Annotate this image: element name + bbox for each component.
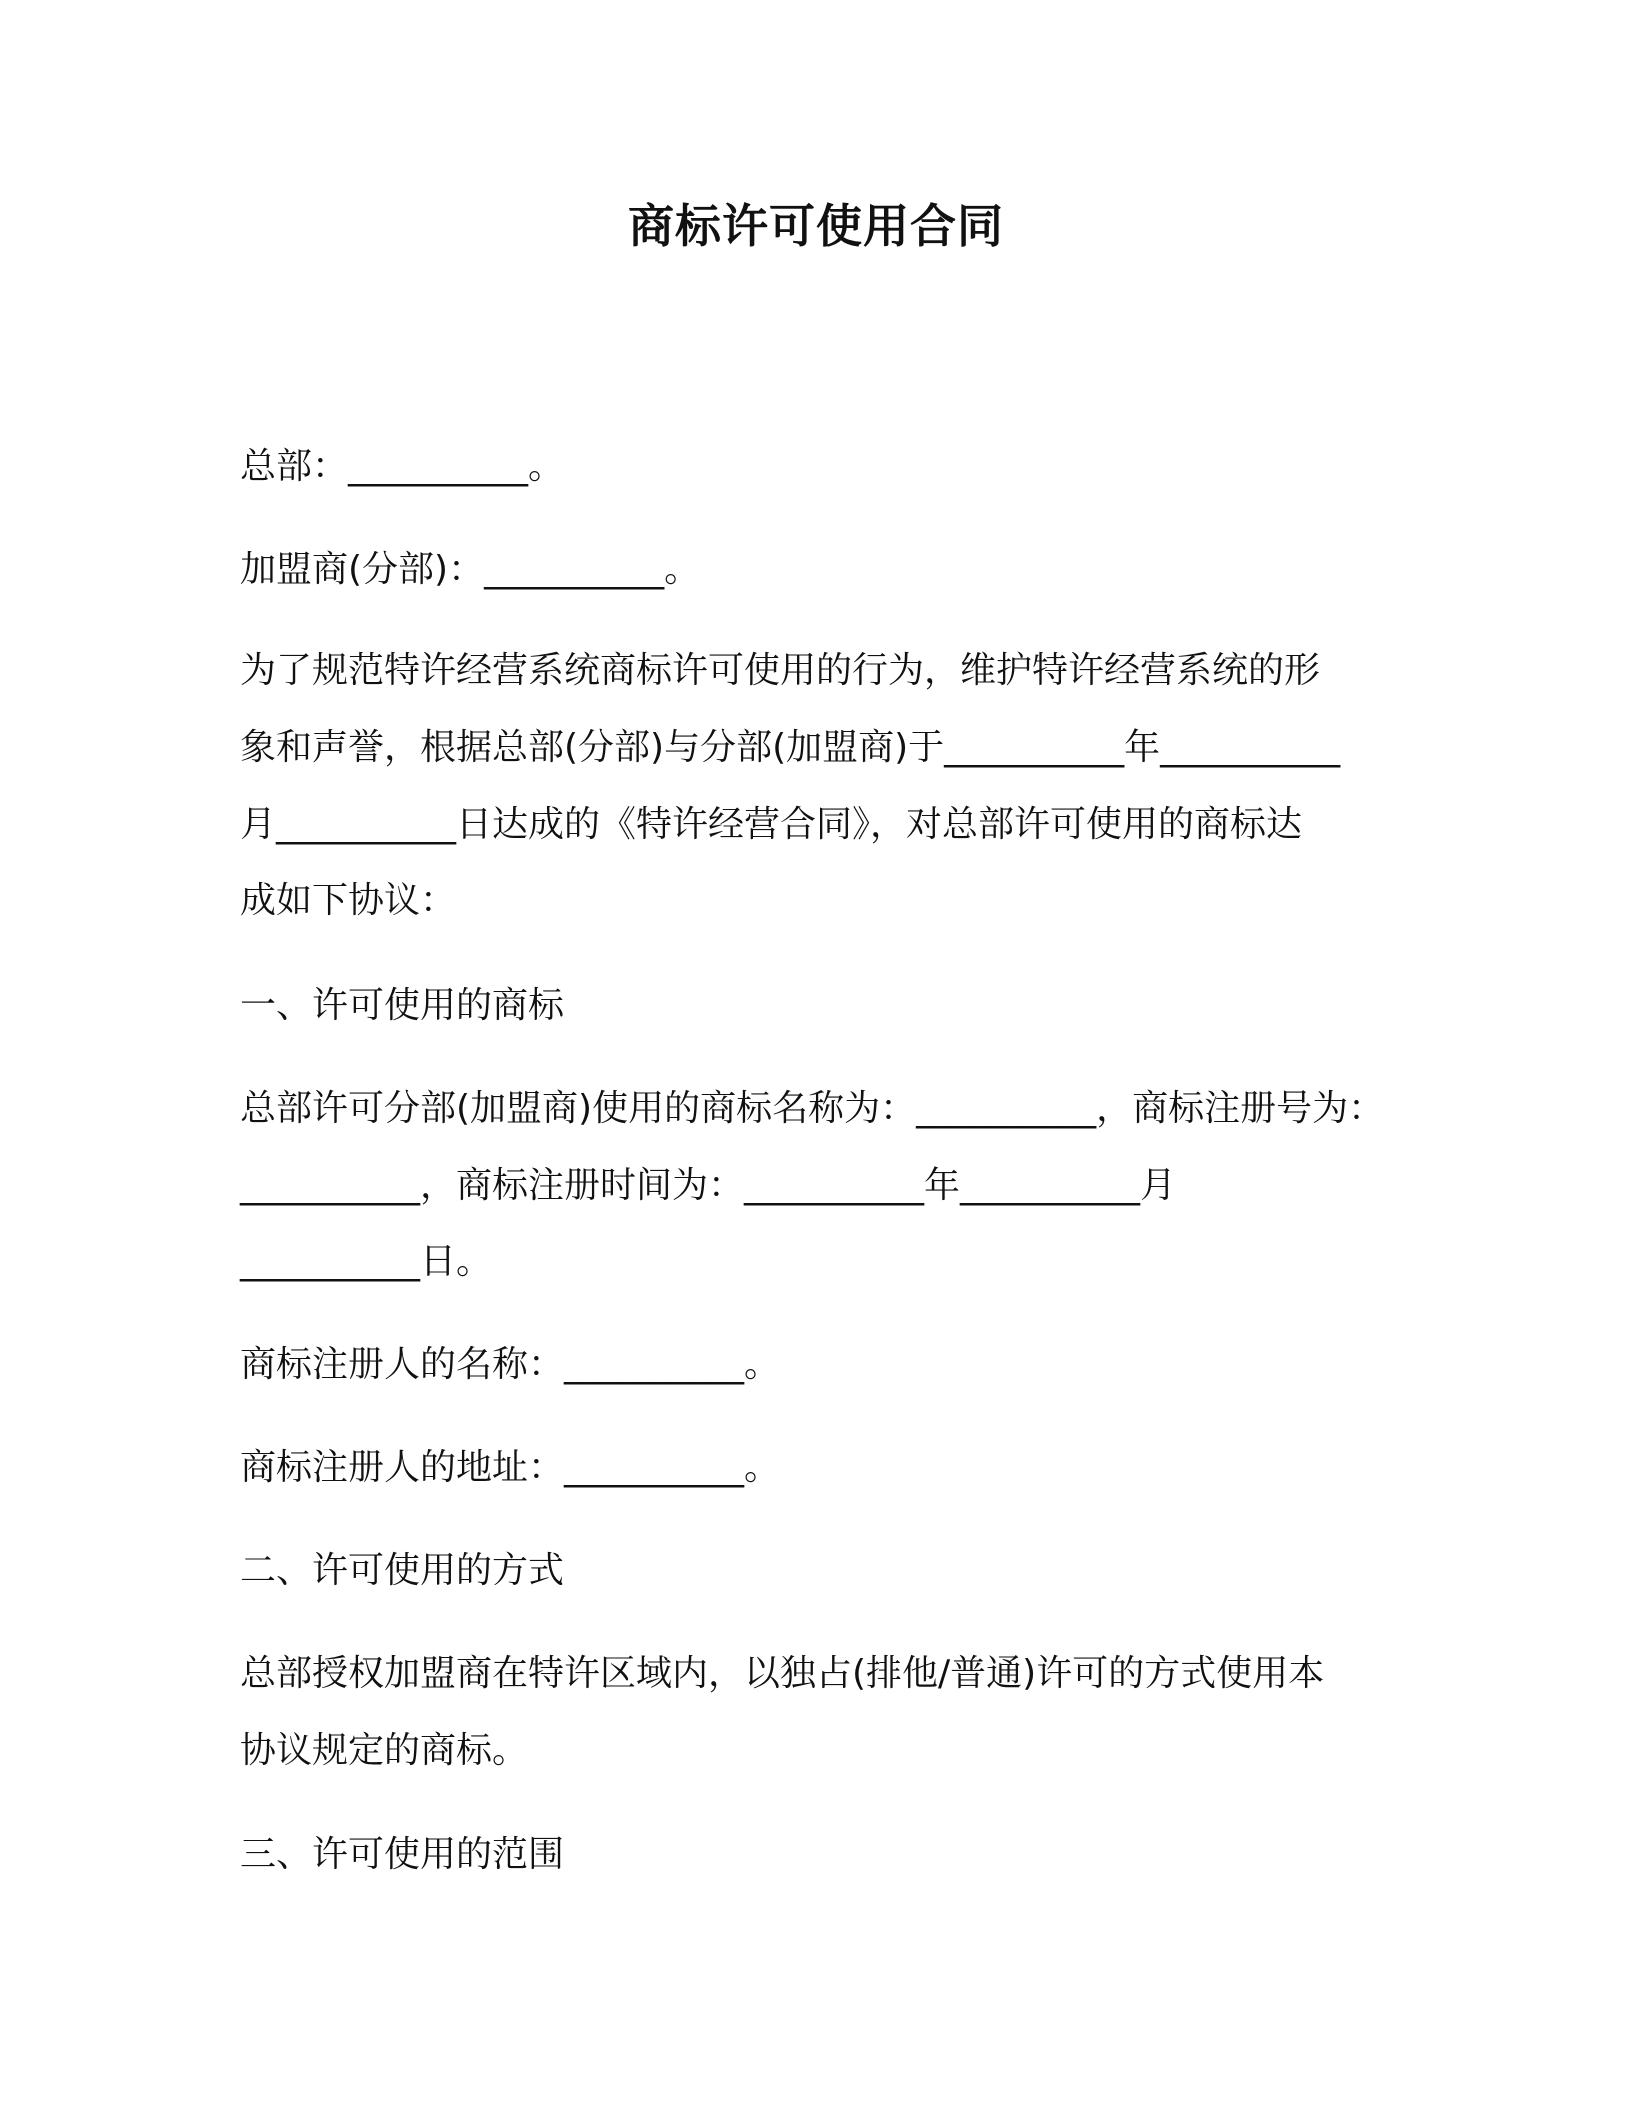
headquarters-line: 总部：__________。: [240, 446, 565, 487]
document-title: 商标许可使用合同: [628, 199, 1004, 253]
franchisee-line: 加盟商(分部)：__________。: [240, 549, 701, 590]
preamble-line-4: 成如下协议：: [240, 880, 457, 921]
section-2-line-2: 协议规定的商标。: [240, 1730, 529, 1771]
section-2-line-1: 总部授权加盟商在特许区域内，以独占(排他/普通)许可的方式使用本: [240, 1653, 1325, 1694]
section-1-line-2: __________，商标注册时间为：__________年__________月: [240, 1165, 1177, 1206]
section-1-line-1: 总部许可分部(加盟商)使用的商标名称为：__________，商标注册号为：: [240, 1088, 1385, 1129]
section-1-line-3: __________日。: [240, 1241, 493, 1282]
section-heading-3: 三、许可使用的范围: [240, 1834, 565, 1875]
preamble-line-3: 月__________日达成的《特许经营合同》，对总部许可使用的商标达: [240, 804, 1303, 845]
registrant-address-line: 商标注册人的地址：__________。: [240, 1447, 781, 1488]
section-heading-1: 一、许可使用的商标: [240, 985, 565, 1026]
section-heading-2: 二、许可使用的方式: [240, 1550, 565, 1591]
preamble-line-1: 为了规范特许经营系统商标许可使用的行为，维护特许经营系统的形: [240, 650, 1321, 691]
preamble-line-2: 象和声誉，根据总部(分部)与分部(加盟商)于__________年__________: [240, 727, 1341, 768]
registrant-name-line: 商标注册人的名称：__________。: [240, 1344, 781, 1385]
